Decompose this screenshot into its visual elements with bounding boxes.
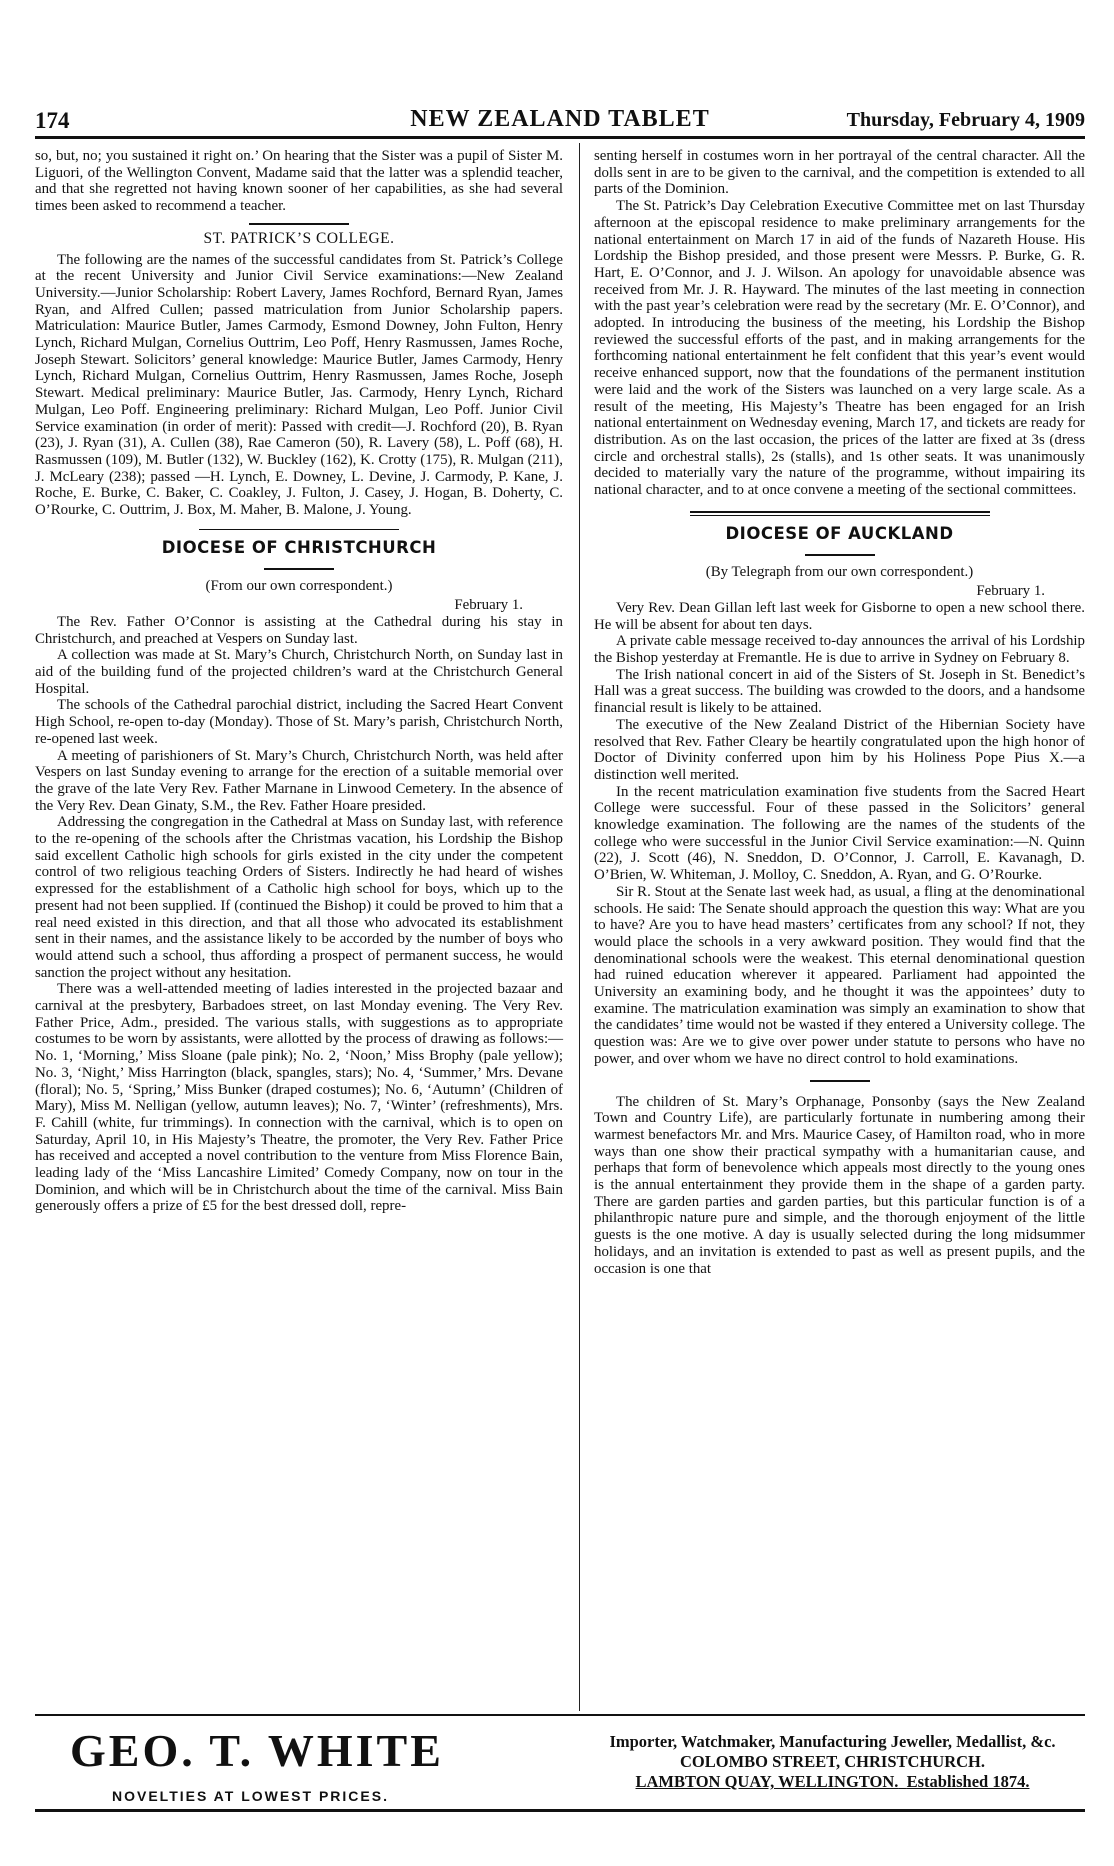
masthead: NEW ZEALAND TABLET	[410, 106, 710, 132]
section-divider	[690, 511, 990, 516]
article-paragraph: A meeting of parishioners of St. Mary’s Church, Christchurch North, was held after Vespers on last Sunday evening to arrange for the erection of a suitable memorial over the grave of the late Very Rev. Father Marnane in Linwood Cemetery. In the absence of the Very Rev. Dean Ginaty, S.M., the Rev. Father Hoare presided.	[35, 747, 563, 814]
advertiser-address-2: LAMBTON QUAY, WELLINGTON. Established 1874.	[635, 1772, 1030, 1791]
article-paragraph: The Irish national concert in aid of the Sisters of St. Joseph in St. Benedict’s Hall was a great success. The building was crowded to the doors, and a handsome financial result is likely to be attained.	[594, 666, 1085, 717]
advertiser-details	[580, 1732, 1085, 1792]
advertiser-tagline: NOVELTIES AT LOWEST PRICES.	[112, 1788, 389, 1804]
st-patricks-college-heading: ST. PATRICK’S COLLEGE.	[203, 229, 395, 247]
article-paragraph: The executive of the New Zealand District of the Hibernian Society have resolved that Rev. Father Cleary be heartily congratulated upon the high honor of Doctor of Divinity conferred upon him by his Holiness Pope Pius X.—a distinction well merited.	[594, 716, 1085, 783]
orphanage-paragraph: The children of St. Mary’s Orphanage, Ponsonby (says the New Zealand Town and Country Life), are particularly fortunate in numbering among their warmest benefactors Mr. and Mrs. Maurice Casey, of Hamilton road, who in more ways than one show their practical sympathy with a humanitarian cause, and perhaps that form of benevolence which appeals most directly to the young ones is the annual entertainment they provide them in the shape of a garden party. There are garden parties and garden parties, but this particular function is of a philanthropic nature pure and simple, and the thorough enjoyment of the little guests is the one motive. A day is usually selected during the long midsummer holidays, and an invitation is extended to past as well as present pupils, and the occasion is one that	[594, 1093, 1085, 1277]
dateline: February 1.	[454, 597, 523, 614]
footer-rule	[35, 1714, 1085, 1716]
diocese-auckland-heading: DIOCESE OF AUCKLAND	[725, 523, 954, 543]
article-paragraph: There was a well-attended meeting of ladies interested in the projected bazaar and carnival at the presbytery, Barbadoes street, on last Monday evening. The Very Rev. Father Price, Adm., presided. The various stalls, with suggestions as to appropriate costumes to be worn by assistants, were allotted by the process of drawing as follows:—No. 1, ‘Morning,’ Miss Sloane (pale pink); No. 2, ‘Noon,’ Miss Brophy (pale yellow); No. 3, ‘Night,’ Miss Harrington (black, spangles, stars); No. 4, ‘Summer,’ Mrs. Devane (floral); No. 5, ‘Spring,’ Miss Bunker (draped costumes); No. 6, ‘Autumn’ (Children of Mary), Miss M. Nelligan (yellow, autumn leaves); No. 7, ‘Winter’ (refreshments), Mrs. F. Cahill (white, fur trimmings). In connection with the carnival, which is to open on Saturday, April 10, in His Majesty’s Theatre, the promoter, the Very Rev. Father Price has received and accepted a novel contribution to the venture from Miss Florence Bain, leading lady of the ‘Miss Lancashire Limited’ Comedy Company, now on tour in the Dominion, and which will be in Christchurch about the time of the carnival. Miss Bain generously offers a prize of £5 for the best dressed doll, repre-	[35, 981, 563, 1215]
article-paragraph: The schools of the Cathedral parochial district, including the Sacred Heart Convent High School, re-open to-day (Monday). Those of St. Mary’s parish, Christchurch North, re-opened last week.	[35, 697, 563, 747]
advertiser-trade: Importer, Watchmaker, Manufacturing Jeweller, Medallist, &c.	[609, 1732, 1056, 1751]
article-paragraph: Sir R. Stout at the Senate last week had, as usual, a fling at the denominational schools. He said: The Senate should approach the question this way: What are you to have? Are you to have head masters’ certificates from any school? If not, they would place the schools in a very awkward position. They would find that the denominational schools were the weakest. This eternal denominational question had ruined education wherever it appeared. Parliament had appointed the University an examining body, and he thought it was the appointees’ duty to examine. The matriculation examination was simply an examination to show that the candidates’ time would not be wasted if they entered a University college. The question was: Are we to give over power under statute to persons who have no power, and over whom we have no direct control to hold examinations.	[594, 883, 1085, 1067]
left-column	[35, 148, 563, 1215]
page-number: 174	[35, 108, 70, 133]
diocese-christchurch-heading: DIOCESE OF CHRISTCHURCH	[161, 537, 437, 557]
section-divider	[805, 554, 875, 556]
section-divider	[810, 1080, 870, 1082]
header-rule	[35, 136, 1085, 139]
article-paragraph: In the recent matriculation examination five students from the Sacred Heart College were successful. Four of these passed in the Solicitors’ general knowledge examination. The following are the names of the students of the college who were successful in the Junior Civil Service examination:—N. Quinn (22), J. Scott (46), N. Sneddon, D. O’Connor, J. Carroll, E. Kavanagh, D. O’Brien, W. Whiteman, J. Molloy, C. Sneddon, A. Ryan, and G. O’Rourke.	[594, 783, 1085, 884]
section-divider	[249, 223, 349, 225]
advertiser-address-1: COLOMBO STREET, CHRISTCHURCH.	[680, 1752, 985, 1771]
issue-date: Thursday, February 4, 1909	[846, 109, 1085, 131]
footer-bar	[35, 1809, 1085, 1812]
column-divider	[579, 143, 580, 1711]
intro-paragraph: so, but, no; you sustained it right on.’ On hearing that the Sister was a pupil of Sister M. Liguori, of the Wellington Convent, Madame said that the latter was a splendid teacher, and that she regretted not having known sooner of her capabilities, as she had several times been asked to recommend a teacher.	[35, 148, 563, 215]
dateline: February 1.	[976, 583, 1045, 600]
advertiser-name: GEO. T. WHITE	[70, 1725, 444, 1776]
right-column	[594, 148, 1085, 1277]
page-header	[35, 104, 1085, 140]
continued-paragraph: senting herself in costumes worn in her portrayal of the central character. All the dolls sent in are to be given to the carnival, and the competition is extended to all parts of the Dominion.	[594, 148, 1085, 198]
established-note: Established 1874.	[906, 1772, 1030, 1791]
article-paragraph: A private cable message received to-day announces the arrival of his Lordship the Bishop yesterday at Fremantle. He is due to arrive in Sydney on February 8.	[594, 633, 1085, 666]
article-paragraph: Addressing the congregation in the Cathedral at Mass on Sunday last, with reference to the re-opening of the schools after the Christmas vacation, his Lordship the Bishop said excellent Catholic high schools for girls existed in the city under the competent control of two religious teaching Orders of Sisters. Indirectly he had heard of wishes expressed for the establishment of a Catholic high school for boys, which up to the present had not been supplied. If (continued the Bishop) it could be proved to him that a real need existed in this direction, and that all those who advocated its establishment sent in their names, and the assistance likely to be accorded by the number of boys who would attend such a school, thus affording a prospect of permanent success, he would sanction the project without any hesitation.	[35, 814, 563, 981]
article-paragraph: A collection was made at St. Mary’s Church, Christchurch North, on Sunday last in aid of the building fund of the projected children’s ward at the Christchurch General Hospital.	[35, 647, 563, 697]
st-patricks-day-paragraph: The St. Patrick’s Day Celebration Executive Committee met on last Thursday afternoon at the episcopal residence to make preliminary arrangements for the national entertainment on March 17 in aid of the funds of Nazareth House. His Lordship the Bishop presided, and those present were Messrs. P. Burke, G. R. Hart, E. O’Connor, and J. J. Wilson. An apology for unavoidable absence was received from Mr. J. R. Hayward. The minutes of the last meeting in connection with the past year’s celebration were read by the secretary (Mr. E. O’Connor), and adopted. In introducing the business of the meeting, his Lordship the Bishop reviewed the successful efforts of the past, and in making arrangements for the forthcoming national entertainment he felt confident that this year’s event would receive enhanced support, now that the foundations of the permanent institution were laid and the work of the Sisters was launched on a very large scale. As a result of the meeting, His Majesty’s Theatre has been engaged for an Irish national entertainment on Wednesday evening, March 17, and tickets are ready for distribution. As on the last occasion, the prices of the latter are fixed at 3s (dress circle and orchestral stalls), 2s (stalls), and 1s other seats. It was unanimously decided to materially vary the nature of the programme, without impairing its national character, and to at once convene a meeting of the sectional committees.	[594, 198, 1085, 499]
section-divider	[264, 568, 334, 570]
article-paragraph: The Rev. Father O’Connor is assisting at the Cathedral during his stay in Christchurch, and preached at Vespers on Sunday last.	[35, 613, 563, 647]
article-paragraph: Very Rev. Dean Gillan left last week for Gisborne to open a new school there. He will be absent for about ten days.	[594, 599, 1085, 633]
correspondent-line: (By Telegraph from our own correspondent.)	[705, 564, 974, 581]
correspondent-line: (From our own correspondent.)	[205, 578, 393, 595]
st-patricks-college-paragraph: The following are the names of the successful candidates from St. Patrick’s College at the recent University and Junior Civil Service examinations:—New Zealand University.—Junior Scholarship: Robert Lavery, James Rochford, Bernard Ryan, James Ryan, and Alfred Cullen; passed matriculation from Junior Scholarship papers. Matriculation: Maurice Butler, James Carmody, Esmond Downey, John Fulton, Henry Lynch, Richard Mulgan, Cornelius Outtrim, Leo Poff, Henry Rasmussen, James Roche, Joseph Stewart. Solicitors’ general knowledge: Maurice Butler, James Carmody, Henry Lynch, Richard Mulgan, Cornelius Outtrim, Henry Rasmussen, James Roche, Joseph Stewart. Medical preliminary: Maurice Butler, Jas. Carmody, Henry Lynch, Richard Mulgan, Leo Poff. Engineering preliminary: Richard Mulgan, Leo Poff. Junior Civil Service examination (in order of merit): Passed with credit—J. Rochford (20), B. Ryan (23), J. Ryan (31), A. Cullen (38), Rae Cameron (50), R. Lavery (58), L. Poff (68), H. Rasmussen (109), M. Butler (132), W. Buckley (162), K. Crotty (175), R. Mulgan (211), J. McLeary (238); passed —H. Lynch, E. Downey, L. Devine, J. Carmody, P. Kane, J. Roche, E. Burke, C. Baker, C. Coakley, J. Fulton, J. Casey, J. Hogan, B. Doherty, C. O’Rourke, C. Outtrim, J. Box, M. Maher, B. Malone, J. Young.	[35, 251, 563, 519]
section-divider	[199, 529, 399, 530]
